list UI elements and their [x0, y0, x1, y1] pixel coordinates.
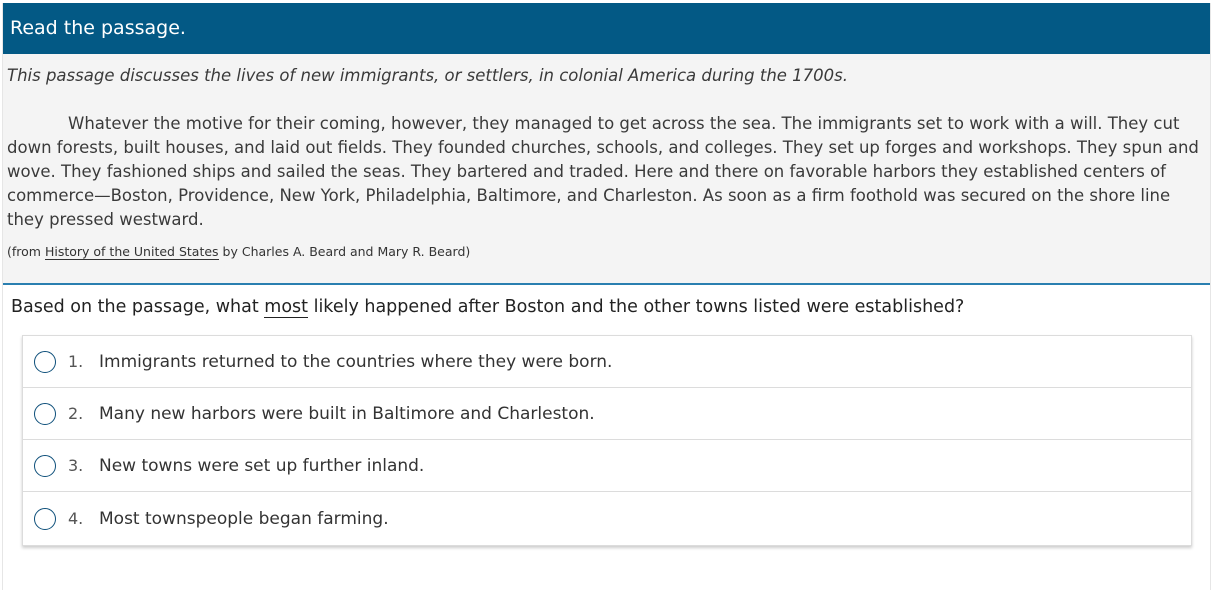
answer-choices — [22, 335, 1192, 546]
radio-circle-icon[interactable] — [34, 403, 56, 425]
choice-text: New towns were set up further inland. — [99, 455, 425, 476]
question-text-before: Based on the passage, what — [11, 297, 265, 317]
passage-panel — [3, 54, 1210, 285]
instruction-title: Read the passage. — [10, 17, 186, 39]
citation-prefix: (from — [7, 244, 45, 259]
answer-choice-3[interactable] — [23, 440, 1191, 492]
question-frame — [2, 3, 1211, 590]
passage-intro: This passage discusses the lives of new immigrants, or settlers, in colonial America during the 1700s. — [7, 66, 849, 85]
radio-circle-icon[interactable] — [34, 508, 56, 530]
passage-citation — [7, 244, 1202, 259]
choice-number: 3. — [68, 456, 84, 475]
citation-title: History of the United States — [44, 244, 219, 259]
passage-body: Whatever the motive for their coming, however, they managed to get across the sea. The immigrants set to work with a will. They cut down forests, built houses, and laid out fields. They founded churches, schools, and colleges. They set up forges and workshops. They spun and wove. They fashioned ships and sailed the seas. They bartered and traded. Here and there on favorable harbors they established centers of commerce—Boston, Providence, New York, Philadelphia, Baltimore, and Charleston. As soon as a firm foothold was secured on the shore line they pressed westward. — [7, 114, 1199, 229]
radio-circle-icon[interactable] — [34, 455, 56, 477]
answer-choice-1[interactable] — [23, 336, 1191, 388]
choice-number: 1. — [68, 352, 84, 371]
choice-text: Immigrants returned to the countries where they were born. — [99, 351, 613, 372]
citation-suffix: by Charles A. Beard and Mary R. Beard) — [218, 244, 471, 259]
radio-circle-icon[interactable] — [34, 351, 56, 373]
answer-choice-2[interactable] — [23, 388, 1191, 440]
choice-number: 4. — [68, 509, 84, 528]
question-emphasis: most — [264, 297, 309, 317]
choice-text: Most townspeople began farming. — [99, 508, 389, 529]
choice-number: 2. — [68, 404, 84, 423]
choice-text: Many new harbors were built in Baltimore and Charleston. — [99, 403, 595, 424]
question-stem — [3, 285, 1210, 335]
question-text-after: likely happened after Boston and the other towns listed were established? — [308, 297, 965, 317]
answer-choice-4[interactable] — [23, 492, 1191, 545]
instruction-header — [3, 3, 1210, 54]
